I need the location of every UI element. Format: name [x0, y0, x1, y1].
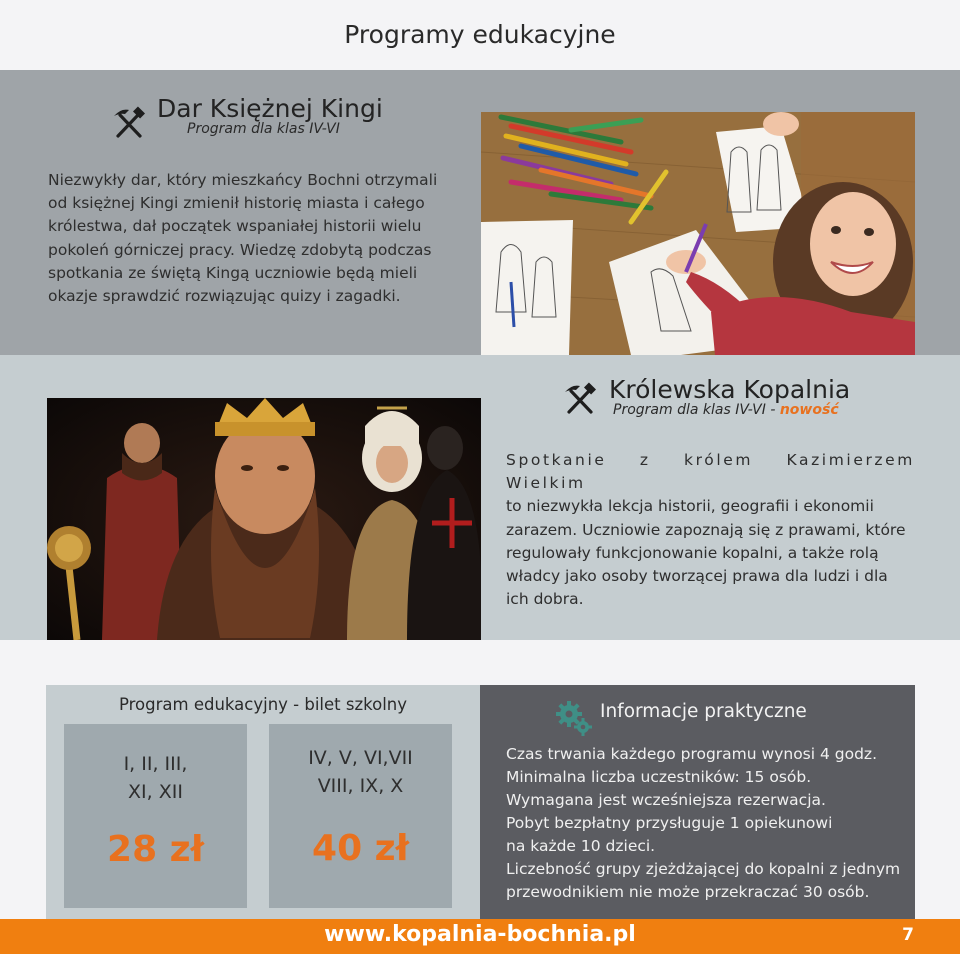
- text-line: ich dobra.: [506, 590, 584, 609]
- info-line: Minimalna liczba uczestników: 15 osób.: [506, 768, 812, 786]
- page-number: 7: [902, 925, 914, 945]
- program1-heading: [157, 94, 383, 137]
- info-line: Czas trwania każdego programu wynosi 4 godz.: [506, 745, 877, 763]
- ticket-price: 40 zł: [312, 828, 409, 869]
- text-line: zarazem. Uczniowie zapoznają się z prawami, które: [506, 520, 906, 539]
- page-title: Programy edukacyjne: [344, 20, 616, 49]
- program2-description: [506, 449, 915, 611]
- info-line: Wymagana jest wcześniejsza rezerwacja.: [506, 791, 826, 809]
- subtitle-text: Program dla klas IV-VI -: [613, 402, 780, 418]
- text-line: okazje sprawdzić rozwiązując quizy i zagadki.: [48, 287, 401, 306]
- new-badge: nowość: [779, 402, 839, 418]
- ticket-card: [64, 724, 247, 908]
- gears-icon: [554, 698, 594, 738]
- program2-heading: [609, 375, 850, 418]
- info-line: Pobyt bezpłatny przysługuje 1 opiekunowi: [506, 814, 833, 832]
- ticket-grades: IV, V, VI,VII VIII, IX, X: [308, 747, 413, 797]
- text-line: Spotkanie z królem Kazimierzem Wielkim: [506, 451, 915, 493]
- program2-subtitle: [613, 402, 850, 418]
- text-line: królestwa, dał początek wspaniałej historii wielu: [48, 217, 422, 236]
- ticket-card: [269, 724, 452, 908]
- hammer-pick-icon: [563, 382, 597, 416]
- text-line: to niezwykła lekcja historii, geografii i ekonomii: [506, 497, 874, 516]
- info-line: przewodnikiem nie może przekraczać 30 osób.: [506, 883, 870, 901]
- program-section-dar-ksieznej-kingi: [0, 70, 960, 355]
- ticket-price: 28 zł: [107, 829, 204, 870]
- ticket-grades: I, II, III, XI, XII: [123, 753, 188, 803]
- website-link[interactable]: www.kopalnia-bochnia.pl: [324, 922, 636, 947]
- practical-info-panel: [480, 685, 915, 919]
- program2-title: Królewska Kopalnia: [609, 375, 851, 404]
- text-line: pokoleń górniczej pracy. Wiedzę zdobytą podczas: [48, 240, 432, 259]
- tickets-title: Program edukacyjny - bilet szkolny: [118, 695, 408, 714]
- photo-girl-drawing: [481, 112, 915, 355]
- hammer-pick-icon: [112, 106, 146, 140]
- text-line: od księżnej Kingi zmienił historię miasta i całego: [48, 194, 425, 213]
- program1-subtitle: Program dla klas IV-VI: [187, 121, 340, 137]
- footer-bar: [0, 919, 960, 954]
- info-line: na każde 10 dzieci.: [506, 837, 656, 855]
- ticket-prices-panel: [46, 685, 480, 919]
- program1-title: Dar Księżnej Kingi: [157, 94, 383, 123]
- info-title: Informacje praktyczne: [600, 701, 807, 722]
- program-section-krolewska-kopalnia: [0, 355, 960, 640]
- text-line: regulowały funkcjonowanie kopalni, a także rolą: [506, 543, 879, 562]
- text-line: spotkania ze świętą Kingą uczniowie będą mieli: [48, 263, 418, 282]
- info-line: Liczebność grupy zjeżdżającej do kopalni z jednym: [506, 860, 901, 878]
- text-line: Niezwykły dar, który mieszkańcy Bochni otrzymali: [48, 171, 438, 189]
- photo-king-kazimierz: [47, 398, 481, 640]
- info-list: [506, 743, 900, 904]
- program1-description: [48, 169, 453, 308]
- text-line: władcy jako osoby tworzącej prawa dla ludzi i dla: [506, 567, 888, 586]
